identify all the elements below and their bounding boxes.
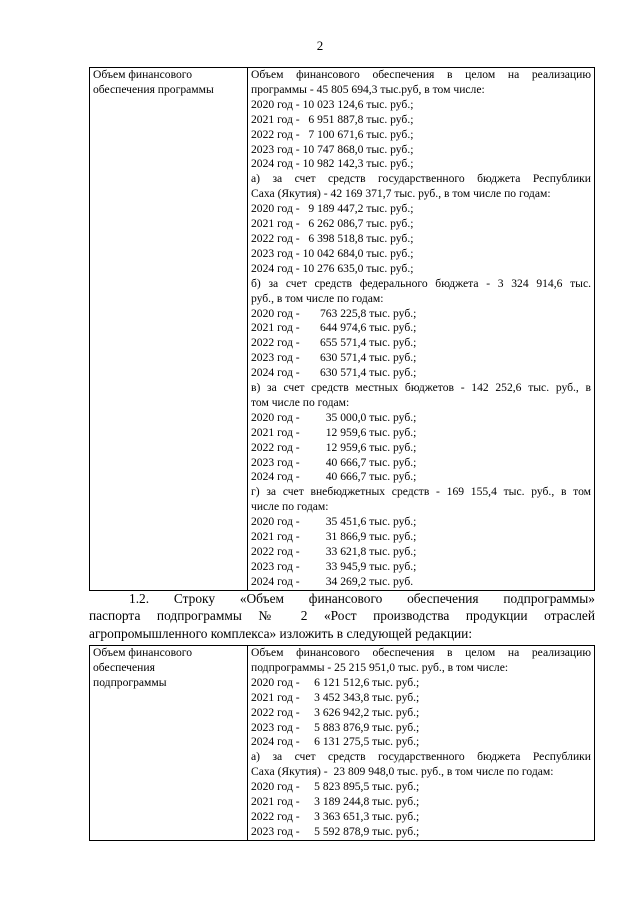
row-value-cell [248, 646, 595, 841]
value-line: 2020 год - 35 000,0 тыс. руб.; [251, 410, 417, 424]
subprogram-funding-table [89, 645, 595, 841]
value-line: 2024 год - 34 269,2 тыс. руб. [251, 574, 414, 588]
label-line: обеспечения программы [93, 82, 214, 96]
label-line: Объем финансового [93, 68, 193, 81]
value-line: программы - 45 805 694,3 тыс.руб, в том числе: [251, 82, 485, 96]
table-row [90, 68, 595, 591]
instruction-paragraph [89, 590, 595, 642]
value-line: 2023 год - 10 042 684,0 тыс. руб.; [251, 246, 414, 260]
value-line: в) за счет средств местных бюджетов - 142 252,6 тыс. руб., в [251, 381, 591, 395]
value-line: 2021 год - 6 262 086,7 тыс. руб.; [251, 217, 414, 231]
value-line: 2021 год - 12 959,6 тыс. руб.; [251, 425, 417, 439]
value-line: том числе по годам: [251, 395, 350, 409]
value-line: 2023 год - 5 883 876,9 тыс. руб.; [251, 720, 420, 734]
paragraph-line: паспорта подпрограммы № 2 «Рост производства продукции отраслей [89, 608, 595, 624]
value-line: 2022 год - 6 398 518,8 тыс. руб.; [251, 231, 414, 245]
value-line: 2022 год - 7 100 671,6 тыс. руб.; [251, 127, 414, 141]
value-line: 2023 год - 10 747 868,0 тыс. руб.; [251, 142, 414, 156]
value-line: 2022 год - 12 959,6 тыс. руб.; [251, 440, 417, 454]
row-value-cell [248, 68, 595, 591]
value-line: 2020 год - 10 023 124,6 тыс. руб.; [251, 97, 414, 111]
value-line: 2022 год - 33 621,8 тыс. руб.; [251, 545, 417, 558]
value-line: 2021 год - 3 189 244,8 тыс. руб.; [251, 795, 420, 809]
label-line: подпрограммы [93, 675, 167, 689]
value-line: а) за счет средств государственного бюджета Республики [251, 172, 591, 186]
value-line: б) за счет средств федерального бюджета - 3 324 914,6 тыс. [251, 276, 591, 290]
paragraph-line: 1.2. Строку «Объем финансового обеспечения подпрограммы» [129, 591, 595, 606]
value-line: 2024 год - 10 276 635,0 тыс. руб.; [251, 261, 414, 275]
value-line: Объем финансового обеспечения в целом на реализацию [251, 646, 591, 659]
value-line: числе по годам: [251, 500, 329, 514]
value-line: 2020 год - 35 451,6 тыс. руб.; [251, 515, 417, 529]
value-line: 2020 год - 763 225,8 тыс. руб.; [251, 306, 417, 320]
value-line: Саха (Якутия) - 42 169 371,7 тыс. руб., в том числе по годам: [251, 187, 551, 201]
row-label-cell [90, 68, 248, 591]
table-row [90, 646, 595, 841]
value-line: 2023 год - 5 592 878,9 тыс. руб.; [251, 824, 420, 838]
value-line: 2020 год - 9 189 447,2 тыс. руб.; [251, 202, 414, 216]
value-line: 2024 год - 10 982 142,3 тыс. руб.; [251, 157, 414, 171]
page-number: 2 [316, 38, 324, 53]
value-line: 2021 год - 3 452 343,8 тыс. руб.; [251, 690, 420, 704]
value-line: 2023 год - 630 571,4 тыс. руб.; [251, 351, 417, 365]
value-line: 2024 год - 6 131 275,5 тыс. руб.; [251, 735, 420, 749]
value-line: руб., в том числе по годам: [251, 291, 384, 305]
value-line: 2024 год - 630 571,4 тыс. руб.; [251, 366, 417, 380]
value-line: 2024 год - 40 666,7 тыс. руб.; [251, 470, 417, 484]
value-line: 2023 год - 40 666,7 тыс. руб.; [251, 455, 417, 469]
value-line: 2022 год - 3 363 651,3 тыс. руб.; [251, 809, 420, 823]
value-line: г) за счет внебюджетных средств - 169 155,4 тыс. руб., в том [251, 485, 591, 499]
value-line: 2022 год - 3 626 942,2 тыс. руб.; [251, 705, 420, 719]
value-line: 2022 год - 655 571,4 тыс. руб.; [251, 336, 417, 350]
label-line: обеспечения [93, 660, 155, 674]
value-line: а) за счет средств государственного бюджета Республики [251, 750, 591, 764]
program-funding-table [89, 67, 595, 591]
label-line: Объем финансового [93, 646, 193, 659]
value-line: Объем финансового обеспечения в целом на реализацию [251, 68, 591, 81]
value-line: 2021 год - 6 951 887,8 тыс. руб.; [251, 112, 414, 126]
paragraph-line: агропромышленного комплекса» изложить в следующей редакции: [89, 625, 473, 641]
value-line: 2023 год - 33 945,9 тыс. руб.; [251, 559, 417, 573]
value-line: подпрограммы - 25 215 951,0 тыс. руб., в том числе: [251, 660, 509, 674]
value-line: 2021 год - 644 974,6 тыс. руб.; [251, 321, 417, 335]
value-line: Саха (Якутия) - 23 809 948,0 тыс. руб., в том числе по годам: [251, 765, 554, 779]
row-label-cell [90, 646, 248, 841]
value-line: 2020 год - 5 823 895,5 тыс. руб.; [251, 780, 420, 794]
value-line: 2021 год - 31 866,9 тыс. руб.; [251, 530, 417, 544]
value-line: 2020 год - 6 121 512,6 тыс. руб.; [251, 675, 420, 689]
